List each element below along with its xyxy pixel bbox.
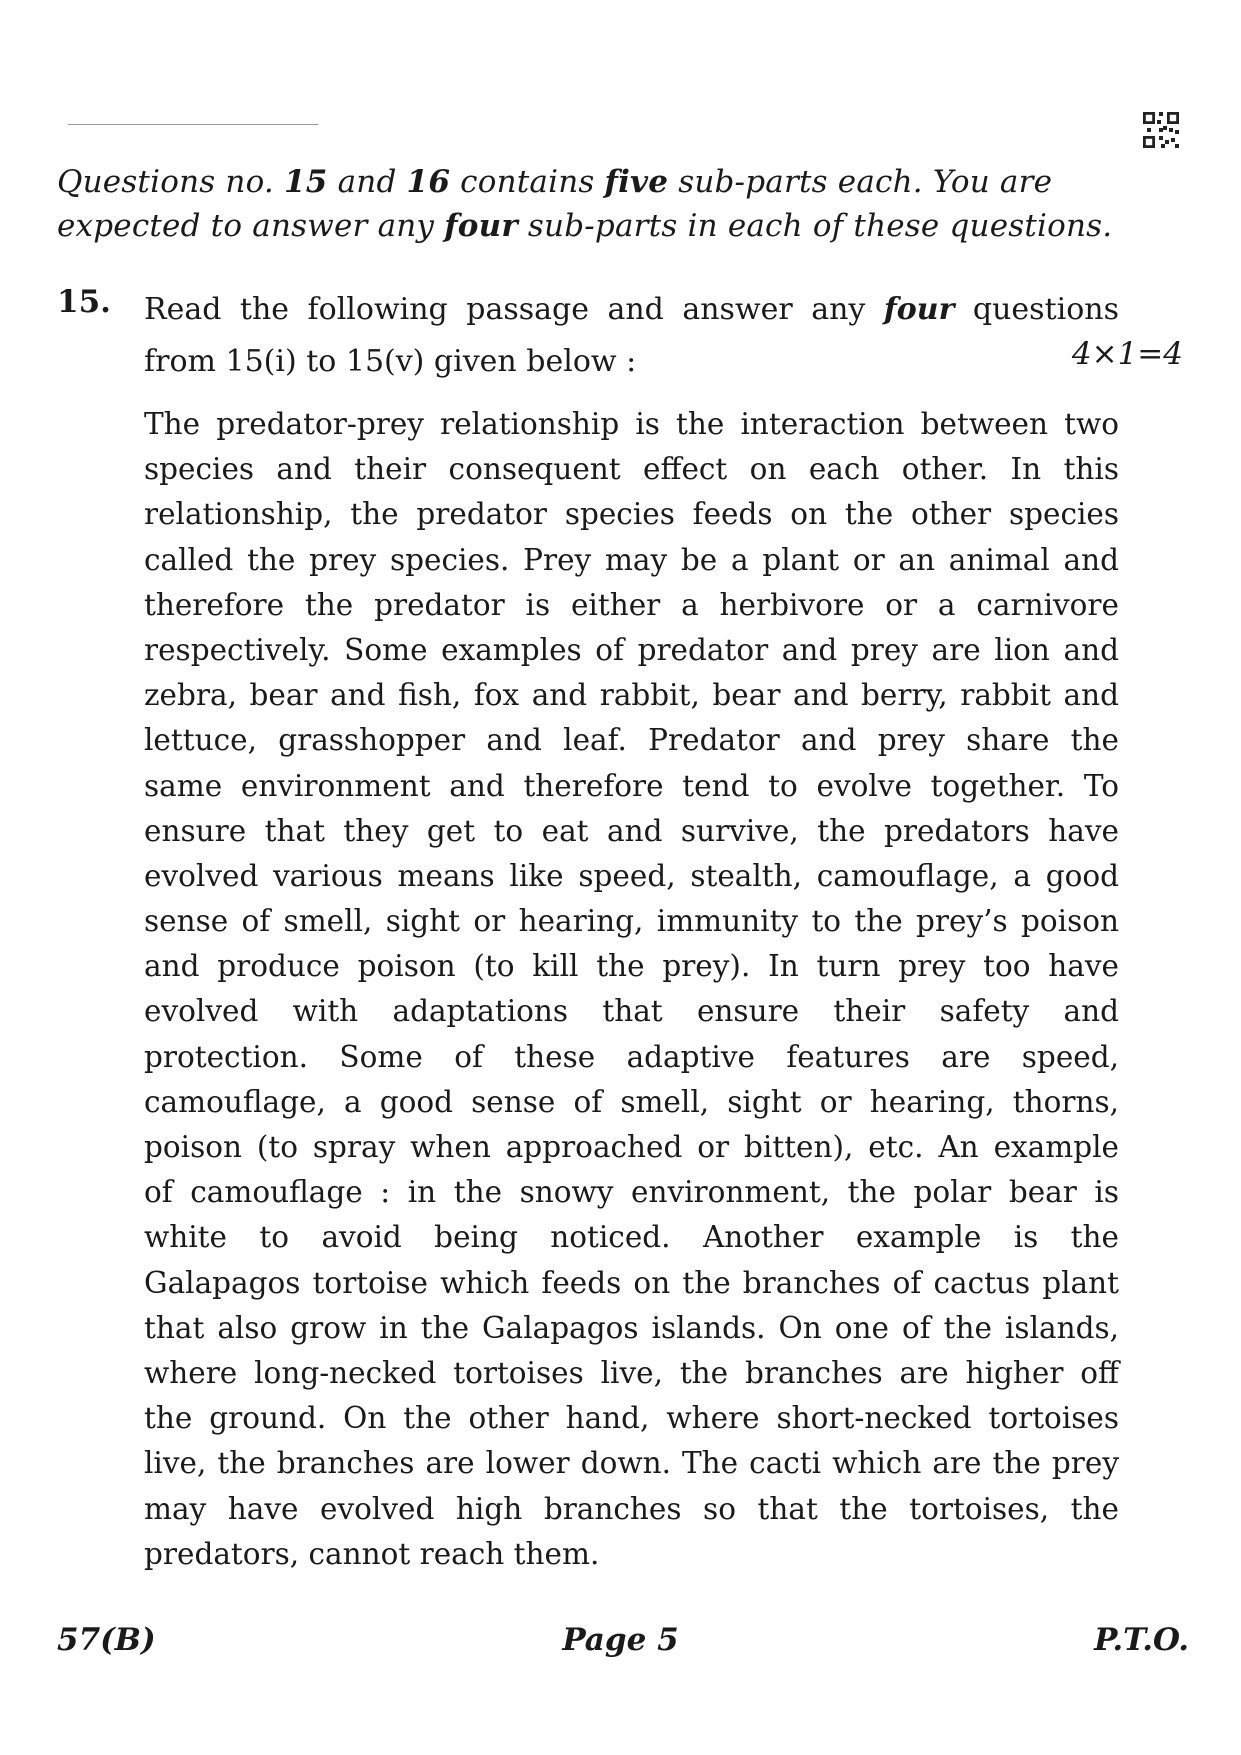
passage-line: called the prey species. Prey may be a plant or an animal and <box>144 542 1119 577</box>
passage-line: respectively. Some examples of predator and prey are lion and <box>144 632 1119 667</box>
passage-line: protection. Some of these adaptive features are speed, <box>144 1039 1119 1074</box>
passage-line: camouflage, a good sense of smell, sight or hearing, thorns, <box>144 1084 1119 1119</box>
passage-line: white to avoid being noticed. Another example is the <box>144 1220 1119 1255</box>
top-rule <box>68 124 318 125</box>
question-marks: 4×1=4 <box>1071 336 1183 372</box>
passage-line: sense of smell, sight or hearing, immunity to the prey’s poison <box>144 904 1119 939</box>
passage-line: where long-necked tortoises live, the branches are higher off <box>144 1355 1119 1390</box>
passage-line: that also grow in the Galapagos islands. On one of the islands, <box>144 1310 1119 1345</box>
passage-line: and produce poison (to kill the prey). In turn prey too have <box>144 949 1119 984</box>
footer-page-number: Page 5 <box>562 1622 679 1658</box>
passage-line: same environment and therefore tend to evolve together. To <box>144 768 1119 803</box>
passage <box>144 402 1119 1577</box>
passage-line: lettuce, grasshopper and leaf. Predator and prey share the <box>144 723 1119 758</box>
passage-line: species and their consequent effect on each other. In this <box>144 452 1119 487</box>
passage-line: The predator-prey relationship is the interaction between two <box>144 407 1119 441</box>
question-prompt <box>144 284 1119 388</box>
passage-line: ensure that they get to eat and survive, the predators have <box>144 813 1119 848</box>
passage-line: may have evolved high branches so that the tortoises, the <box>144 1491 1119 1526</box>
passage-line: live, the branches are lower down. The cacti which are the prey <box>144 1446 1119 1481</box>
passage-line: Galapagos tortoise which feeds on the branches of cactus plant <box>144 1265 1119 1300</box>
question-prompt-line-2: from 15(i) to 15(v) given below : <box>144 344 637 379</box>
passage-line: poison (to spray when approached or bitten), etc. An example <box>144 1130 1119 1164</box>
instructions-line-2: expected to answer any four sub-parts in each of these questions. <box>57 208 1113 244</box>
question-number: 15. <box>57 284 111 320</box>
passage-line: evolved various means like speed, stealth, camouflage, a good <box>144 858 1119 893</box>
passage-line: of camouflage : in the snowy environment, the polar bear is <box>144 1175 1119 1210</box>
footer-pto: P.T.O. <box>1094 1622 1189 1658</box>
footer-code: 57(B) <box>57 1622 156 1658</box>
passage-line: evolved with adaptations that ensure their safety and <box>144 994 1119 1029</box>
passage-line: zebra, bear and fish, fox and rabbit, bear and berry, rabbit and <box>144 678 1119 713</box>
qr-code-icon <box>1143 112 1179 148</box>
passage-line: relationship, the predator species feeds on the other species <box>144 497 1119 532</box>
passage-line: the ground. On the other hand, where short-necked tortoises <box>144 1401 1119 1436</box>
passage-line: therefore the predator is either a herbivore or a carnivore <box>144 587 1119 622</box>
section-instructions <box>57 160 1127 248</box>
question-prompt-line-1: Read the following passage and answer any four questions <box>144 292 1119 327</box>
passage-line: predators, cannot reach them. <box>144 1536 600 1571</box>
instructions-line-1: Questions no. 15 and 16 contains five sub-parts each. You are <box>57 164 1053 200</box>
